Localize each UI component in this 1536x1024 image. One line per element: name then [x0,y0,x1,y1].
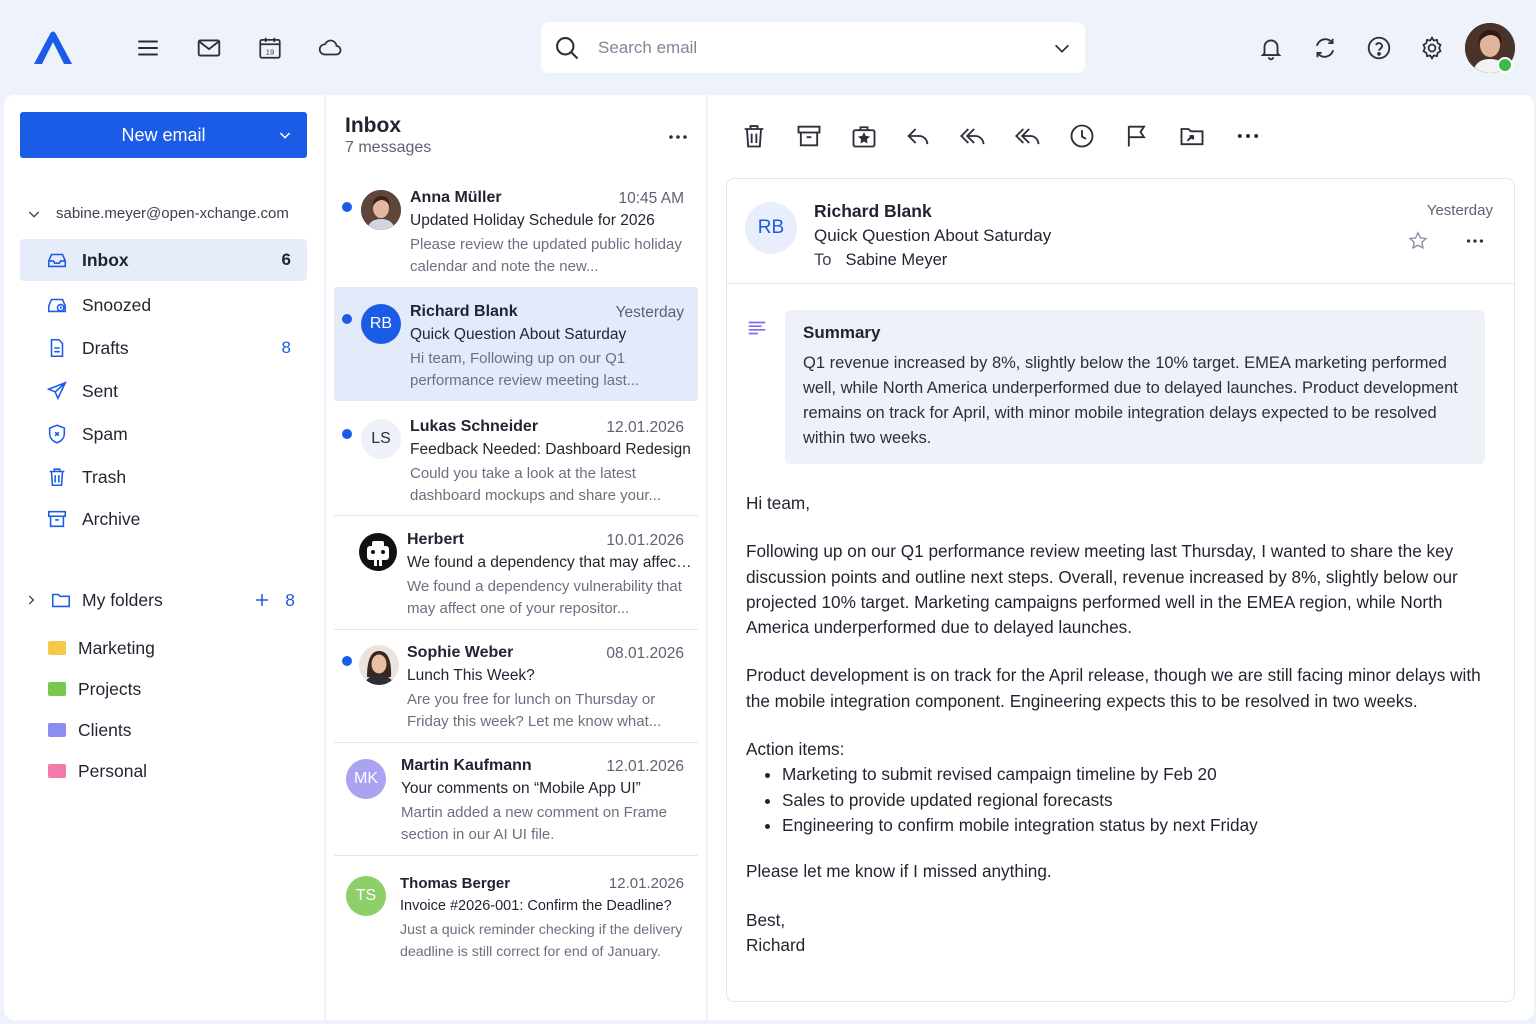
app-logo-icon[interactable] [30,28,76,68]
list-item-selected[interactable] [334,287,698,401]
message-date: 12.01.2026 [606,758,684,775]
search-icon[interactable] [553,34,581,62]
flag-icon[interactable] [1123,122,1151,150]
sender-name: Thomas Berger [400,875,511,892]
archive-icon [46,508,68,530]
mail-icon[interactable] [194,33,224,63]
delete-icon[interactable] [740,122,768,150]
action-items-title: Action items: [746,739,845,760]
sidebar-item-inbox[interactable] [20,239,307,281]
avatar: RB [745,202,797,254]
chevron-down-icon [26,206,42,222]
draft-count: 8 [281,338,291,357]
sender-name: Sophie Weber [407,644,514,661]
unread-count: 6 [281,250,291,269]
spam-icon[interactable] [850,122,878,150]
sender-name: Martin Kaufmann [401,757,532,774]
list-title: Inbox [345,114,401,137]
forward-icon[interactable] [1014,122,1042,150]
chevron-right-icon[interactable] [24,593,38,607]
move-icon[interactable] [1178,122,1206,150]
sidebar-item-spam[interactable] [20,413,307,455]
menu-icon[interactable] [133,33,163,63]
sender-name: Richard Blank [410,303,518,320]
sender-name: Herbert [407,531,464,548]
message-date: 12.01.2026 [606,419,684,436]
folder-icon [48,764,66,778]
unread-dot [342,314,352,324]
summary-icon [746,317,768,339]
help-icon[interactable] [1364,33,1394,63]
avatar [359,645,399,685]
message-date: Yesterday [615,304,684,321]
avatar: RB [361,304,401,344]
to-label: To [814,251,832,269]
action-item: • Sales to provide updated regional forecasts [782,788,1506,813]
sidebar [4,95,324,1020]
message-subject: Updated Holiday Schedule for 2026 [410,212,655,229]
sidebar-item-drafts[interactable] [20,327,307,369]
message-preview: Could you take a look at the latest dashboard mockups and share your... [410,465,661,504]
send-icon [46,380,68,402]
unread-dot [342,202,352,212]
draft-icon [46,337,68,359]
list-item[interactable] [334,516,698,630]
sidebar-item-label: Sent [82,380,118,401]
folder-count: 8 [285,589,295,610]
list-item[interactable] [334,742,698,856]
chevron-down-icon[interactable] [277,127,293,143]
message-subject: Feedback Needed: Dashboard Redesign [410,441,691,458]
sidebar-item-trash[interactable] [20,456,307,498]
folder-icon [48,723,66,737]
email-date: Yesterday [1426,202,1493,219]
sender-name: Anna Müller [410,189,502,206]
sidebar-item-label: Drafts [82,337,129,358]
ai-summary-box [785,310,1485,464]
action-item: • Engineering to confirm mobile integration status by next Friday [782,813,1506,838]
new-email-label: New email [121,124,206,145]
sync-icon[interactable] [1310,33,1340,63]
sidebar-item-label: Snoozed [82,294,152,315]
more-icon[interactable] [1464,230,1486,252]
folder-label: Projects [78,678,142,699]
avatar: MK [346,759,386,799]
folder-label: Personal [78,760,148,781]
message-subject: Your comments on “Mobile App UI” [401,780,641,797]
new-email-button[interactable] [20,112,307,158]
message-date: 10.01.2026 [606,532,684,549]
avatar [358,532,398,572]
folder-icon [48,682,66,696]
folder-label: Clients [78,719,132,740]
search-input[interactable] [598,28,1051,68]
sidebar-item-label: Spam [82,423,128,444]
snooze-icon[interactable] [1068,122,1096,150]
message-date: 08.01.2026 [606,645,684,662]
message-preview: Just a quick reminder checking if the delivery deadline is still correct for end of January. [400,922,683,960]
message-subject: We found a dependency that may affect... [407,554,693,571]
message-count: 7 messages [345,139,432,156]
summary-title: Summary [803,323,881,342]
svg-text:19: 19 [265,47,275,57]
cloud-icon[interactable] [315,33,345,63]
top-bar [0,0,1536,95]
chevron-down-icon[interactable] [1051,37,1073,59]
list-item[interactable] [334,858,698,978]
avatar: LS [361,419,401,459]
list-item[interactable] [334,402,698,516]
sender-name: Lukas Schneider [410,418,539,435]
list-item[interactable] [334,629,698,743]
message-subject: Quick Question About Saturday [410,326,627,343]
my-folders-toggle[interactable] [24,585,311,615]
avatar [361,190,401,230]
action-items-list [782,762,1506,838]
search-bar [541,22,1085,73]
reading-pane [708,95,1534,1020]
add-folder-icon[interactable] [253,591,271,609]
sidebar-item-sent[interactable] [20,370,307,412]
message-preview: Please review the updated public holiday calendar and note the new... [410,236,682,275]
reply-all-icon[interactable] [959,122,987,150]
message-subject: Invoice #2026-001: Confirm the Deadline? [400,898,672,914]
sidebar-item-label: Inbox [82,249,129,270]
star-icon[interactable] [1407,230,1429,252]
trash-icon [46,466,68,488]
recipient-name[interactable]: Sabine Meyer [845,251,948,269]
email-subject: Quick Question About Saturday [814,226,1052,245]
message-date: 10:45 AM [618,190,684,207]
account-email: sabine.meyer@open-xchange.com [56,205,289,222]
message-preview: Are you free for lunch on Thursday or Friday this week? Let me know what... [407,691,662,730]
sidebar-item-label: Trash [82,466,127,487]
folder-icon [48,641,66,655]
gear-icon[interactable] [1417,33,1447,63]
sidebar-item-snoozed[interactable] [20,284,307,326]
folder-marketing[interactable] [48,633,155,663]
recipient-line [814,251,947,270]
email-body [746,491,1506,958]
sidebar-item-archive[interactable] [20,498,307,540]
snooze-icon [46,294,68,316]
greeting: Hi team, [746,493,810,513]
message-preview: We found a dependency vulnerability that may affect one of your repositor... [407,578,682,617]
reply-icon[interactable] [904,122,932,150]
calendar-icon[interactable] [255,33,285,63]
signature: Richard [746,934,806,955]
email-card [726,178,1515,1002]
summary-text: Q1 revenue increased by 8%, slightly below the 10% target. EMEA marketing performed well, while North America underperformed due to delayed launches. Product development remains on track for April, with minor mobile integration delays expected to be resolved within two weeks. [803,354,1458,447]
action-item: • Marketing to submit revised campaign timeline by Feb 20 [782,762,1506,787]
message-subject: Lunch This Week? [407,667,535,684]
folder-label: Marketing [78,637,155,658]
message-preview: Martin added a new comment on Frame section in our AI UI file. [401,804,667,843]
folder-projects[interactable] [48,674,141,704]
message-date: 12.01.2026 [608,875,684,892]
list-item[interactable] [334,175,698,289]
unread-dot [342,429,352,439]
folder-personal[interactable] [48,756,147,786]
spam-icon [46,423,68,445]
avatar: TS [346,876,386,916]
bell-icon[interactable] [1256,33,1286,63]
paragraph: Following up on our Q1 performance review meeting last Thursday, I wanted to share the key discussion points and outline next steps. Overall, revenue increased by 8%, slightly below our projected 10% target. Marketing campaigns performed well in the EMEA region, while North America underperformed due to delayed launches. [746,541,1458,638]
sender-name[interactable]: Richard Blank [814,201,932,221]
unread-dot [342,656,352,666]
signoff: Best, [746,909,786,930]
folder-clients[interactable] [48,715,132,745]
message-preview: Hi team, Following up on our Q1 performance review meeting last... [410,350,640,389]
more-icon[interactable] [1234,122,1262,150]
closing: Please let me know if I missed anything. [746,861,1052,882]
email-header [727,179,1514,284]
message-list [326,95,706,1020]
archive-icon[interactable] [795,122,823,150]
online-status-badge [1497,57,1513,73]
more-icon[interactable] [666,125,690,149]
folder-icon [50,589,72,611]
inbox-icon [46,249,68,271]
my-folders-label: My folders [82,589,163,610]
account-selector[interactable] [26,205,289,222]
sidebar-item-label: Archive [82,508,141,529]
paragraph: Product development is on track for the April release, though we are still facing minor delays with the mobile integration component. Engineering expects this to be resolved in two weeks. [746,665,1481,711]
